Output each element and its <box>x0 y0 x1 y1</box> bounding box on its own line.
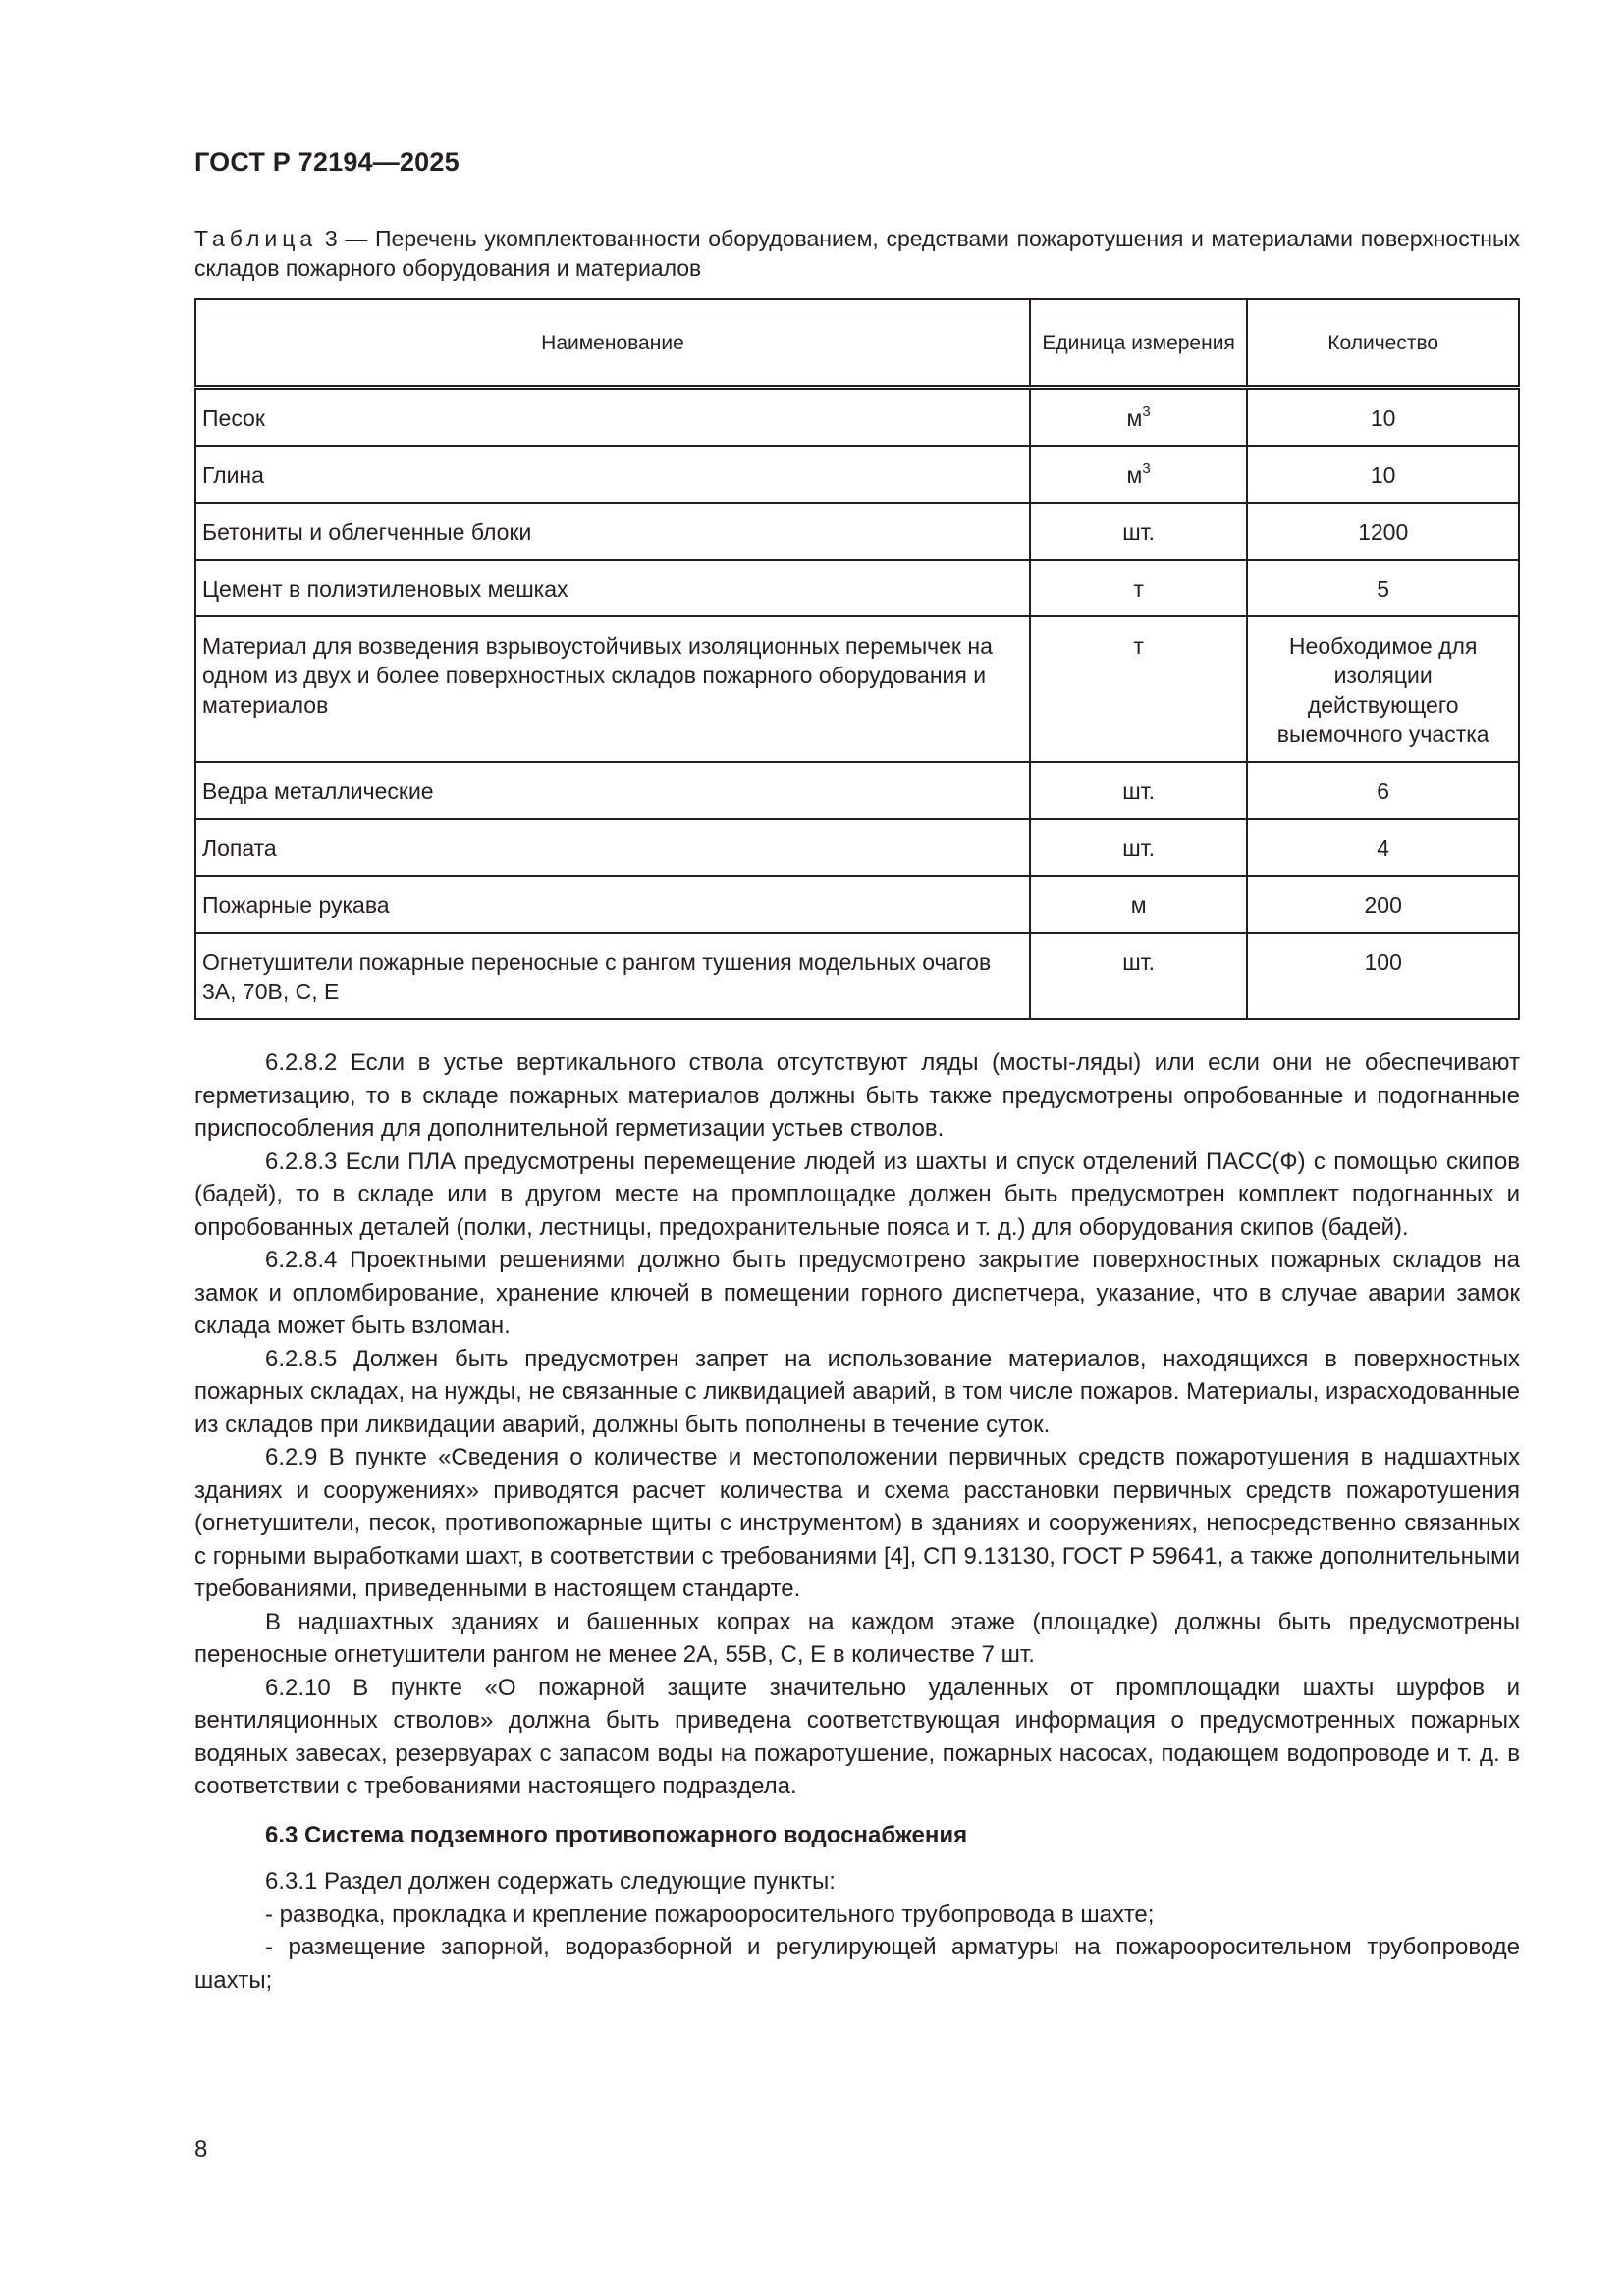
page-number: 8 <box>194 2136 208 2163</box>
cell-quantity: 5 <box>1247 560 1519 616</box>
column-header-quantity: Количество <box>1247 299 1519 388</box>
cell-name: Огнетушители пожарные переносные с рангом тушения модельных очагов 3А, 70В, С, Е <box>195 933 1030 1019</box>
cell-quantity: 10 <box>1247 388 1519 447</box>
cell-quantity: 1200 <box>1247 503 1519 560</box>
cell-unit <box>1030 388 1247 447</box>
cell-quantity: 200 <box>1247 876 1519 933</box>
paragraph-6-2-8-4: 6.2.8.4 Проектными решениями должно быть предусмотрено закрытие поверхностных пожарных складов на замок и опломбирование, хранение ключей в помещении горного диспетчера, указание, что в случае аварии замок склада может быть взломан. <box>194 1247 1520 1339</box>
table-row <box>195 616 1519 762</box>
equipment-table <box>194 298 1520 1020</box>
cell-name: Материал для возведения взрывоустойчивых изоляционных перемычек на одном из двух и более поверхностных складов пожарного оборудования и материалов <box>195 616 1030 762</box>
cell-quantity: 10 <box>1247 446 1519 503</box>
cell-name: Лопата <box>195 819 1030 876</box>
cell-unit: м <box>1030 876 1247 933</box>
cell-name: Глина <box>195 446 1030 503</box>
table-row <box>195 446 1519 503</box>
cell-quantity: 6 <box>1247 762 1519 819</box>
table-caption <box>194 224 1520 283</box>
table-header-row <box>195 299 1519 388</box>
cell-name: Бетониты и облегченные блоки <box>195 503 1030 560</box>
cell-quantity: 100 <box>1247 933 1519 1019</box>
list-item: - разводка, прокладка и крепление пожарооросительного трубопровода в шахте; <box>265 1900 1155 1928</box>
cell-name: Песок <box>195 388 1030 447</box>
paragraph-6-2-10: 6.2.10 В пункте «О пожарной защите значительно удаленных от промплощадки шахты шурфов и вентиляционных стволов» должна быть приведена соответствующая информация о предусмотренных пожарных водяных завесах, резервуарах с запасом воды на пожаротушение, пожарных насосах, подающем водопроводе и т. д. в соответствии с требованиями настоящего подраздела. <box>194 1674 1520 1799</box>
paragraph-6-2-9: 6.2.9 В пункте «Сведения о количестве и местоположении первичных средств пожаротушения в надшахтных зданиях и сооружениях» приводятся расчет количества и схема расстановки первичных средств пожаротушения (огнетушители, песок, противопожарные щиты с инструментом) в зданиях и сооружениях, непосредственно связанных с горными выработками шахт, в соответствии с требованиями [4], СП 9.13130, ГОСТ Р 59641, а также дополнительными требованиями, приведенными в настоящем стандарте. <box>194 1444 1520 1602</box>
unit-exponent: 3 <box>1142 460 1151 478</box>
paragraph-6-2-9-continued: В надшахтных зданиях и башенных копрах на каждом этаже (площадке) должны быть предусмотрены переносные огнетушители рангом не менее 2А, 55В, С, Е в количестве 7 шт. <box>194 1608 1520 1668</box>
table-caption-prefix: Таблица <box>194 226 318 251</box>
cell-unit: т <box>1030 560 1247 616</box>
cell-quantity: 4 <box>1247 819 1519 876</box>
table-row <box>195 819 1519 876</box>
cell-name: Пожарные рукава <box>195 876 1030 933</box>
paragraph-6-3-1: 6.3.1 Раздел должен содержать следующие пункты: <box>265 1868 836 1895</box>
unit-exponent: 3 <box>1142 403 1151 421</box>
cell-unit: шт. <box>1030 819 1247 876</box>
document-code: ГОСТ Р 72194—2025 <box>194 147 460 177</box>
cell-unit: шт. <box>1030 762 1247 819</box>
table-caption-text: 3 — Перечень укомплектованности оборудованием, средствами пожаротушения и материалами поверхностных складов пожарного оборудования и материалов <box>194 226 1520 281</box>
column-header-unit: Единица измерения <box>1030 299 1247 388</box>
table-row <box>195 560 1519 616</box>
section-heading-6-3: 6.3 Система подземного противопожарного водоснабжения <box>265 1821 968 1848</box>
table-row <box>195 876 1519 933</box>
paragraph-6-2-8-2: 6.2.8.2 Если в устье вертикального ствола отсутствуют ляды (мосты-ляды) или если они не обеспечивают герметизацию, то в складе пожарных материалов должны быть также предусмотрены опробованные и подогнанные приспособления для дополнительной герметизации устьев стволов. <box>194 1049 1520 1142</box>
cell-name: Ведра металлические <box>195 762 1030 819</box>
table-row <box>195 933 1519 1019</box>
body-text <box>194 1046 1520 1997</box>
table-row <box>195 388 1519 447</box>
cell-unit <box>1030 446 1247 503</box>
cell-unit: шт. <box>1030 503 1247 560</box>
paragraph-6-2-8-5: 6.2.8.5 Должен быть предусмотрен запрет на использование материалов, находящихся в поверхностных пожарных складах, на нужды, не связанные с ликвидацией аварий, в том числе пожаров. Материалы, израсходованные из складов при ликвидации аварий, должны быть пополнены в течение суток. <box>194 1345 1520 1438</box>
cell-unit: т <box>1030 616 1247 762</box>
cell-name: Цемент в полиэтиленовых мешках <box>195 560 1030 616</box>
table-row <box>195 762 1519 819</box>
column-header-name: Наименование <box>195 299 1030 388</box>
unit-text: м <box>1126 405 1143 431</box>
cell-unit: шт. <box>1030 933 1247 1019</box>
list-item: - размещение запорной, водоразборной и регулирующей арматуры на пожарооросительном трубопроводе шахты; <box>194 1934 1520 1994</box>
table-row <box>195 503 1519 560</box>
paragraph-6-2-8-3: 6.2.8.3 Если ПЛА предусмотрены перемещение людей из шахты и спуск отделений ПАСС(Ф) с помощью скипов (бадей), то в складе или в другом месте на промплощадке должен быть предусмотрен комплект подогнанных и опробованных деталей (полки, лестницы, предохранительные пояса и т. д.) для оборудования скипов (бадей). <box>194 1148 1520 1241</box>
unit-text: м <box>1126 462 1143 488</box>
cell-quantity: Необходимое для изоляции действующего выемочного участка <box>1247 616 1519 762</box>
